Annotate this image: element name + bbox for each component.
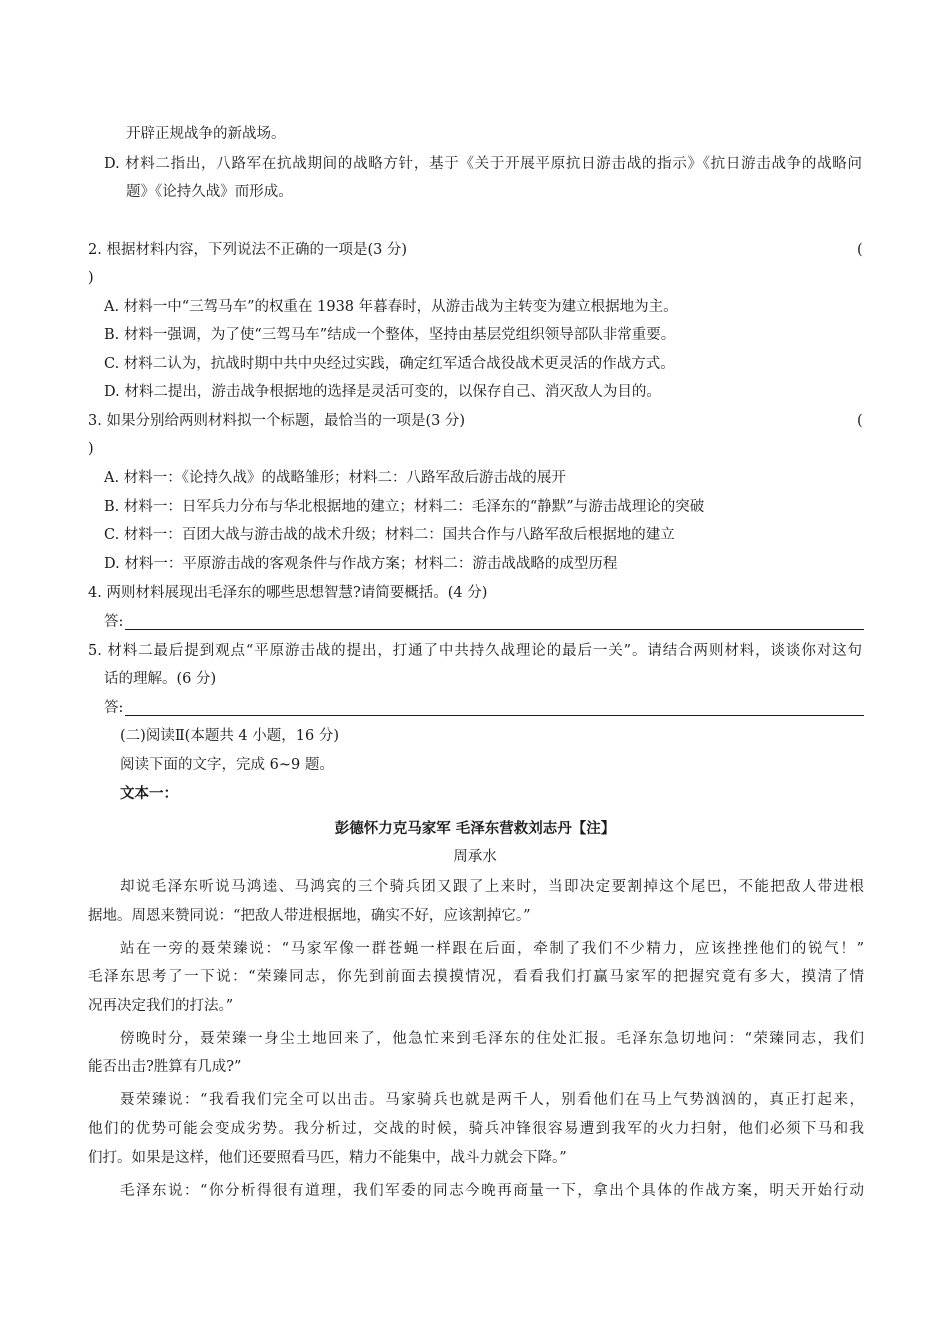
- passage-line: 却说毛泽东听说马鸿逵、马鸿宾的三个骑兵团又跟了上来时，当即决定要割掉这个尾巴，不能把敌人带进根: [120, 879, 864, 895]
- q1-option-d-line2: 题》《论持久战》而形成。: [126, 184, 293, 200]
- q2-option-b: B. 材料一强调，为了使“三驾马车”结成一个整体，坚持由基层党组织领导部队非常重要。: [104, 327, 676, 343]
- passage-title: 彭德怀力克马家军 毛泽东营救刘志丹【注】: [334, 821, 616, 837]
- q1-option-d-line1: D. 材料二指出，八路军在抗战期间的战略方针，基于《关于开展平原抗日游击战的指示》《抗日游击战争的战略问: [104, 156, 862, 172]
- text-one-label: 文本一：: [120, 786, 178, 802]
- q2-stem: 2. 根据材料内容，下列说法不正确的一项是(3 分): [88, 242, 408, 258]
- passage-line: 他们的优势可能会变成劣势。我分析过，交战的时候，骑兵冲锋很容易遭到我军的火力扫射，他们必须下马和我: [88, 1121, 864, 1137]
- q2-option-a: A. 材料一中“三驾马车”的权重在 1938 年暮春时，从游击战为主转变为建立根据地为主。: [104, 299, 678, 315]
- passage-author: 周承水: [453, 849, 497, 865]
- passage-line: 们打。如果是这样，他们还要照看马匹，精力不能集中，战斗力就会下降。”: [88, 1150, 567, 1166]
- q3-option-b: B. 材料一：日军兵力分布与华北根据地的建立；材料二：毛泽东的“静默”与游击战理论的突破: [104, 499, 705, 515]
- q2-option-d: D. 材料二提出，游击战争根据地的选择是灵活可变的，以保存自己、消灭敌人为目的。: [104, 384, 661, 400]
- section2-instruction: 阅读下面的文字，完成 6~9 题。: [120, 757, 334, 773]
- q5-stem-line1: 5. 材料二最后提到观点“平原游击战的提出，打通了中共持久战理论的最后一关”。请结合两则材料，谈谈你对这句: [88, 643, 862, 659]
- q3-stem: 3. 如果分别给两则材料拟一个标题，最恰当的一项是(3 分): [88, 413, 466, 429]
- q3-option-a: A. 材料一：《论持久战》的战略雏形；材料二：八路军敌后游击战的展开: [104, 470, 566, 486]
- q2-answer-paren-close: ): [88, 270, 94, 286]
- q3-option-d: D. 材料一：平原游击战的客观条件与作战方案；材料二：游击战战略的成型历程: [104, 556, 618, 572]
- passage-line: 站在一旁的聂荣臻说：“马家军像一群苍蝇一样跟在后面，牵制了我们不少精力，应该挫挫他们的锐气！”: [120, 941, 864, 957]
- passage-line: 聂荣臻说：“我看我们完全可以出击。马家骑兵也就是两千人，别看他们在马上气势汹汹的，真正打起来，: [120, 1092, 864, 1108]
- q2-option-c: C. 材料二认为，抗战时期中共中央经过实践，确定红军适合战役战术更灵活的作战方式。: [104, 356, 675, 372]
- q5-answer-line[interactable]: [125, 715, 864, 716]
- passage-line: 毛泽东说：“你分析得很有道理，我们军委的同志今晚再商量一下，拿出个具体的作战方案，明天开始行动: [120, 1183, 864, 1199]
- q4-stem: 4. 两则材料展现出毛泽东的哪些思想智慧?请简要概括。(4 分): [88, 585, 488, 601]
- passage-line: 据地。周恩来赞同说：“把敌人带进根据地，确实不好，应该割掉它。”: [88, 908, 531, 924]
- q2-answer-paren-open: (: [857, 242, 863, 258]
- q3-answer-paren-open: (: [857, 413, 863, 429]
- q3-answer-paren-close: ): [88, 441, 94, 457]
- q5-answer-label: 答:: [104, 700, 124, 716]
- section2-heading: (二)阅读Ⅱ(本题共 4 小题，16 分): [120, 728, 339, 744]
- passage-line: 能否出击?胜算有几成?”: [88, 1059, 242, 1075]
- passage-line: 傍晚时分，聂荣臻一身尘土地回来了，他急忙来到毛泽东的住处汇报。毛泽东急切地问：“荣臻同志，我们: [120, 1031, 864, 1047]
- q1-option-c-continuation: 开辟正规战争的新战场。: [126, 126, 286, 142]
- q3-option-c: C. 材料一：百团大战与游击战的战术升级；材料二：国共合作与八路军敌后根据地的建立: [104, 527, 675, 543]
- passage-line: 毛泽东思考了一下说：“荣臻同志，你先到前面去摸摸情况，看看我们打赢马家军的把握究竟有多大，摸清了情: [88, 969, 864, 985]
- q4-answer-label: 答:: [104, 614, 124, 630]
- q4-answer-line[interactable]: [125, 629, 864, 630]
- passage-line: 况再决定我们的打法。”: [88, 998, 234, 1014]
- q5-stem-line2: 话的理解。(6 分): [104, 671, 217, 687]
